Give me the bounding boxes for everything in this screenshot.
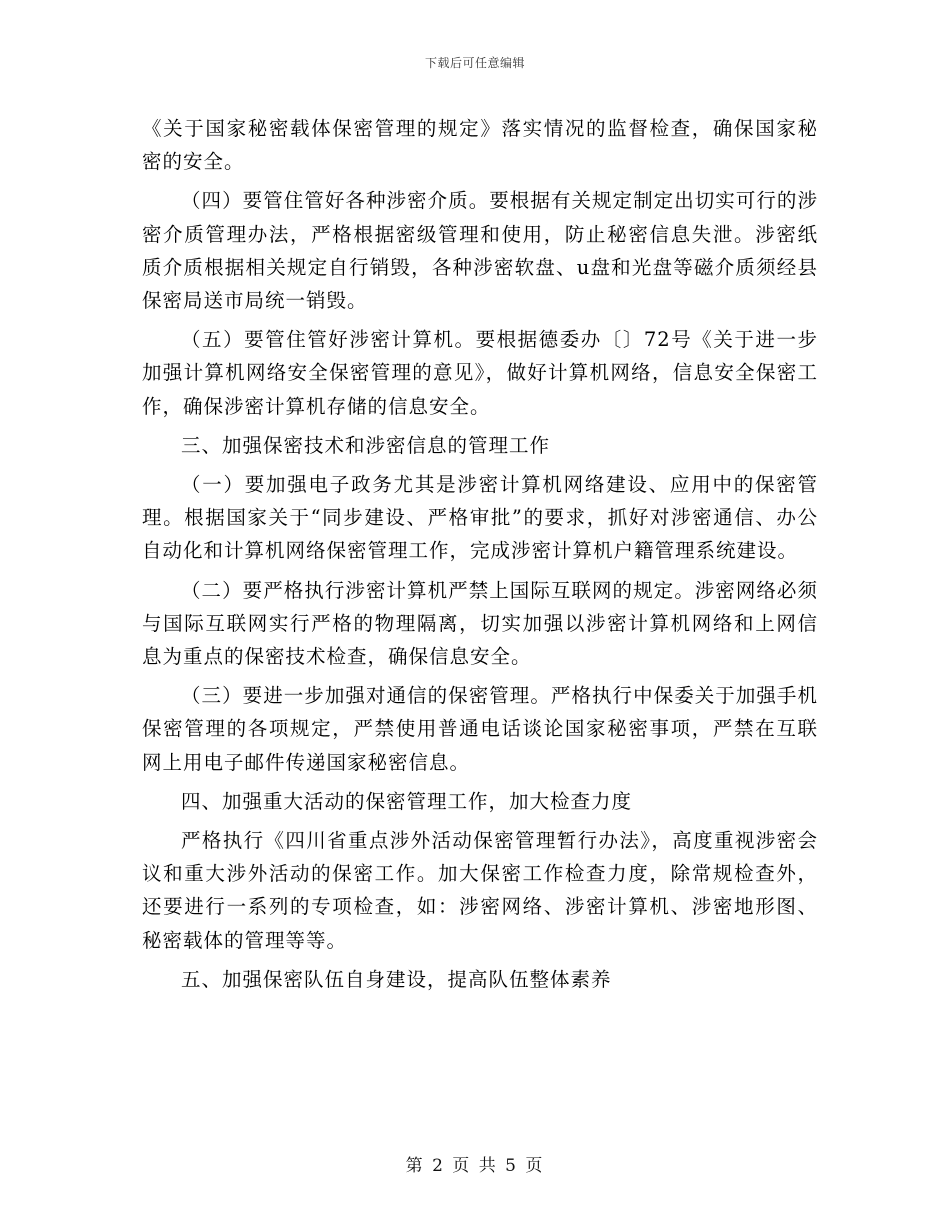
paragraph-item-5: （五）要管住管好涉密计算机。要根据德委办〔〕72号《关于进一步加强计算机网络安全保密管理的意见》，做好计算机网络，信息安全保密工作，确保涉密计算机存储的信息安全。 [142,328,818,418]
paragraph-item-3: （三）要进一步加强对通信的保密管理。严格执行中保委关于加强手机保密管理的各项规定，严禁使用普通电话谈论国家秘密事项，严禁在互联网上用电子邮件传递国家秘密信息。 [142,684,818,774]
section-heading-4: 四、加强重大活动的保密管理工作，加大检查力度 [181,789,633,813]
paragraph-item-2: （二）要严格执行涉密计算机严禁上国际互联网的规定。涉密网络必须与国际互联网实行严格的物理隔离，切实加强以涉密计算机网络和上网信息为重点的保密技术检查，确保信息安全。 [142,578,818,669]
paragraph-item-1: （一）要加强电子政务尤其是涉密计算机网络建设、应用中的保密管理。根据国家关于“同步建设、严格审批”的要求，抓好对涉密通信、办公自动化和计算机网络保密管理工作，完成涉密计算机户籍管理系统建设。 [142,473,818,563]
section-heading-5: 五、加强保密队伍自身建设，提高队伍整体素养 [181,967,612,991]
section-heading-3: 三、加强保密技术和涉密信息的管理工作 [181,433,551,457]
page-header: 下载后可任意编辑 [424,56,525,70]
page-number-footer: 第 2 页 共 5 页 [405,1156,545,1176]
document-body [142,112,818,1002]
paragraph-section-4-body: 严格执行《四川省重点涉外活动保密管理暂行办法》，高度重视涉密会议和重大涉外活动的保密工作。加大保密工作检查力度，除常规检查外，还要进行一系列的专项检查，如：涉密网络、涉密计算机、涉密地形图、秘密载体的管理等等。 [142,829,818,952]
paragraph-item-4: （四）要管住管好各种涉密介质。要根据有关规定制定出切实可行的涉密介质管理办法，严格根据密级管理和使用，防止秘密信息失泄。涉密纸质介质根据相关规定自行销毁，各种涉密软盘、u盘和光盘等磁介质须经县保密局送市局统一销毁。 [142,189,818,313]
paragraph-continuation: 《关于国家秘密载体保密管理的规定》落实情况的监督检查，确保国家秘密的安全。 [142,117,818,174]
